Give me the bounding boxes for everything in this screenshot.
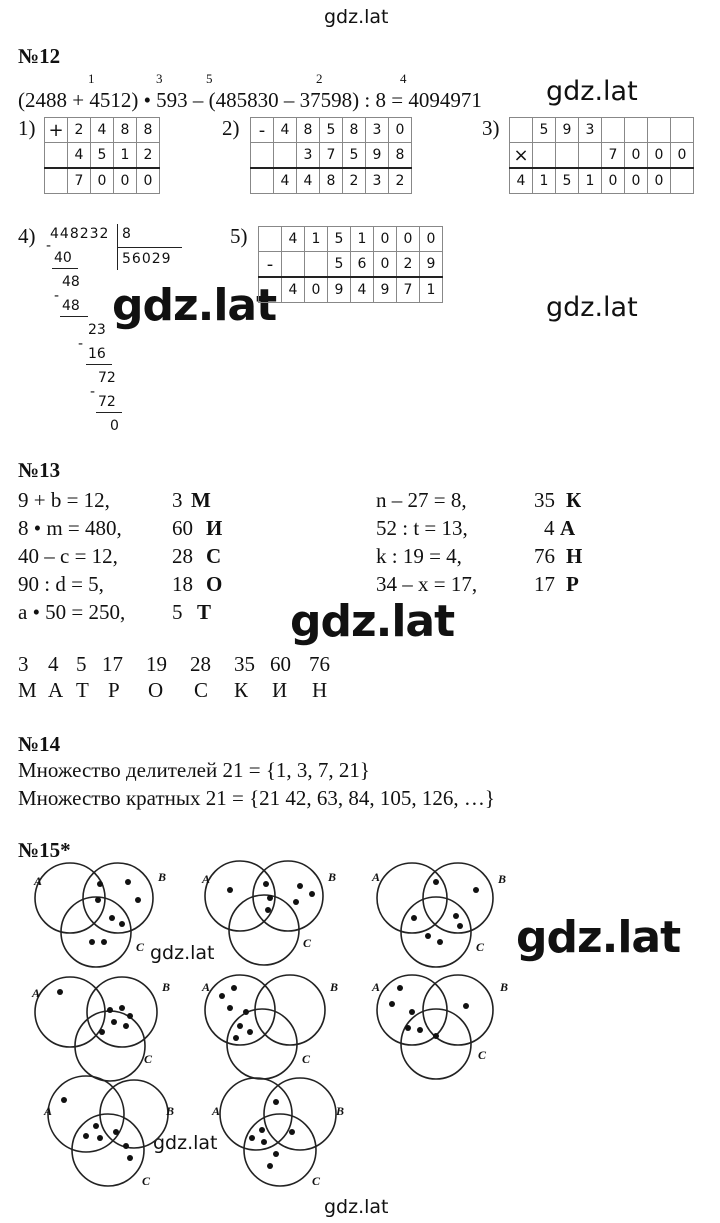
letter: С (206, 544, 222, 568)
division-quotient: 56029 (122, 251, 172, 267)
label-b: B (336, 1104, 345, 1118)
label-c: C (478, 1048, 487, 1062)
letter: Н (566, 544, 583, 568)
task13-title: №13 (18, 458, 61, 482)
venn-diagram-6 (377, 975, 493, 1079)
watermark: gdz.lat (150, 942, 215, 964)
label-b: B (166, 1104, 175, 1118)
answer: 17 (534, 572, 555, 596)
label-a: A (44, 1104, 53, 1118)
watermark: gdz.lat (153, 1132, 218, 1154)
letter: О (148, 678, 164, 702)
division-line: 40 (54, 250, 72, 266)
answer: 5 (172, 600, 183, 624)
minus-sign: - (78, 336, 84, 352)
equation: 34 – x = 17, (376, 572, 478, 596)
division-rule (52, 268, 78, 269)
addition-grid: + 2 4 8 8 4 5 1 2 7 0 0 0 (44, 117, 160, 194)
equation: 8 • m = 480, (18, 516, 122, 540)
label-b: B (500, 980, 509, 994)
watermark: gdz.lat (516, 912, 681, 963)
equation: a • 50 = 250, (18, 600, 126, 624)
label-c: C (476, 940, 485, 954)
label-b: B (162, 980, 171, 994)
number: 28 (190, 652, 211, 676)
label-a: A (372, 870, 381, 884)
label-c: C (312, 1174, 321, 1188)
venn-diagram-8 (220, 1078, 336, 1186)
division-dividend: 448232 (50, 226, 110, 242)
equation: 9 + b = 12, (18, 488, 110, 512)
division-line: 16 (88, 346, 106, 362)
answer: 76 (534, 544, 555, 568)
order-mark: 4 (400, 71, 407, 86)
divisors-line: Множество делителей 21 = {1, 3, 7, 21} (18, 758, 370, 782)
label-b: B (328, 870, 337, 884)
letter: А (48, 678, 64, 702)
label-a: A (212, 1104, 221, 1118)
letter: И (272, 678, 288, 702)
letter: Р (566, 572, 579, 596)
subtraction-grid-1: - 4 8 5 8 3 0 3 7 5 9 8 4 4 8 2 3 2 (250, 117, 412, 194)
watermark: gdz.lat (290, 596, 455, 647)
order-mark: 2 (316, 71, 323, 86)
label-a: A (32, 986, 41, 1000)
letter: И (206, 516, 223, 540)
label-c: C (302, 1052, 311, 1066)
venn-diagrams (0, 860, 720, 1190)
answer: 18 (172, 572, 193, 596)
label-b: B (330, 980, 339, 994)
venn-diagram-7 (48, 1076, 168, 1186)
label-c: C (144, 1052, 153, 1066)
order-mark: 1 (88, 71, 95, 86)
answer: 3 (172, 488, 183, 512)
number: 5 (76, 652, 87, 676)
number: 3 (18, 652, 29, 676)
letter: Р (108, 678, 120, 702)
letter: Т (197, 600, 212, 624)
division-line: 0 (110, 418, 119, 434)
division-rule (96, 412, 122, 413)
equation: n – 27 = 8, (376, 488, 467, 512)
label-a: A (372, 980, 381, 994)
label-c: C (303, 936, 312, 950)
minus-sign: - (46, 238, 52, 254)
division-line: 48 (62, 274, 80, 290)
number: 17 (102, 652, 123, 676)
watermark-top: gdz.lat (324, 6, 389, 28)
letter: О (206, 572, 223, 596)
division-rule (86, 364, 112, 365)
watermark: gdz.lat (546, 292, 638, 323)
task14-title: №14 (18, 732, 61, 756)
multiples-line: Множество кратных 21 = {21 42, 63, 84, 105, 126, …} (18, 786, 495, 810)
minus-sign: - (54, 288, 60, 304)
division-line: 72 (98, 370, 116, 386)
letter: А (560, 516, 576, 540)
step-label: 2) (222, 116, 240, 140)
watermark: gdz.lat (546, 76, 638, 107)
equation: 40 – c = 12, (18, 544, 118, 568)
division-line: 48 (62, 298, 80, 314)
order-mark: 3 (156, 71, 163, 86)
label-c: C (142, 1174, 151, 1188)
step-label: 5) (230, 224, 248, 248)
letter: К (234, 678, 249, 702)
venn-diagram-4 (35, 977, 157, 1081)
equation: 52 : t = 13, (376, 516, 468, 540)
label-a: A (34, 874, 43, 888)
division-line: 23 (88, 322, 106, 338)
minus-sign: - (90, 384, 96, 400)
letter: М (18, 678, 37, 702)
number: 4 (48, 652, 59, 676)
letter: Т (76, 678, 89, 702)
label-a: A (202, 980, 211, 994)
label-b: B (158, 870, 167, 884)
letter: М (191, 488, 211, 512)
label-a: A (202, 872, 211, 886)
answer: 35 (534, 488, 555, 512)
step-label: 4) (18, 224, 36, 248)
answer: 4 (544, 516, 555, 540)
equation: 90 : d = 5, (18, 572, 104, 596)
answer: 60 (172, 516, 193, 540)
number: 60 (270, 652, 291, 676)
label-c: C (136, 940, 145, 954)
number: 19 (146, 652, 167, 676)
division-underline (118, 247, 182, 248)
number: 76 (309, 652, 330, 676)
subtraction-grid-2: 4 1 5 1 0 0 0 - 5 6 0 2 9 4 0 9 4 9 7 1 (258, 226, 443, 303)
letter: К (566, 488, 582, 512)
letter: Н (312, 678, 328, 702)
multiplication-grid: 5 9 3 × 7 0 0 0 4 1 5 1 0 0 0 (509, 117, 694, 194)
letter: С (194, 678, 209, 702)
order-mark: 5 (206, 71, 213, 86)
step-label: 3) (482, 116, 500, 140)
task12-title: №12 (18, 44, 61, 68)
division-rule (60, 316, 88, 317)
division-line: 72 (98, 394, 116, 410)
watermark: gdz.lat (112, 280, 277, 331)
watermark-bottom: gdz.lat (324, 1196, 389, 1218)
answer: 28 (172, 544, 193, 568)
step-label: 1) (18, 116, 36, 140)
division-divisor: 8 (122, 226, 131, 242)
label-b: B (498, 872, 507, 886)
equation: k : 19 = 4, (376, 544, 462, 568)
number: 35 (234, 652, 255, 676)
task12-expression: (2488 + 4512) • 593 – (485830 – 37598) : 8 = 4094971 (18, 88, 482, 112)
task15-title: №15* (18, 838, 71, 862)
